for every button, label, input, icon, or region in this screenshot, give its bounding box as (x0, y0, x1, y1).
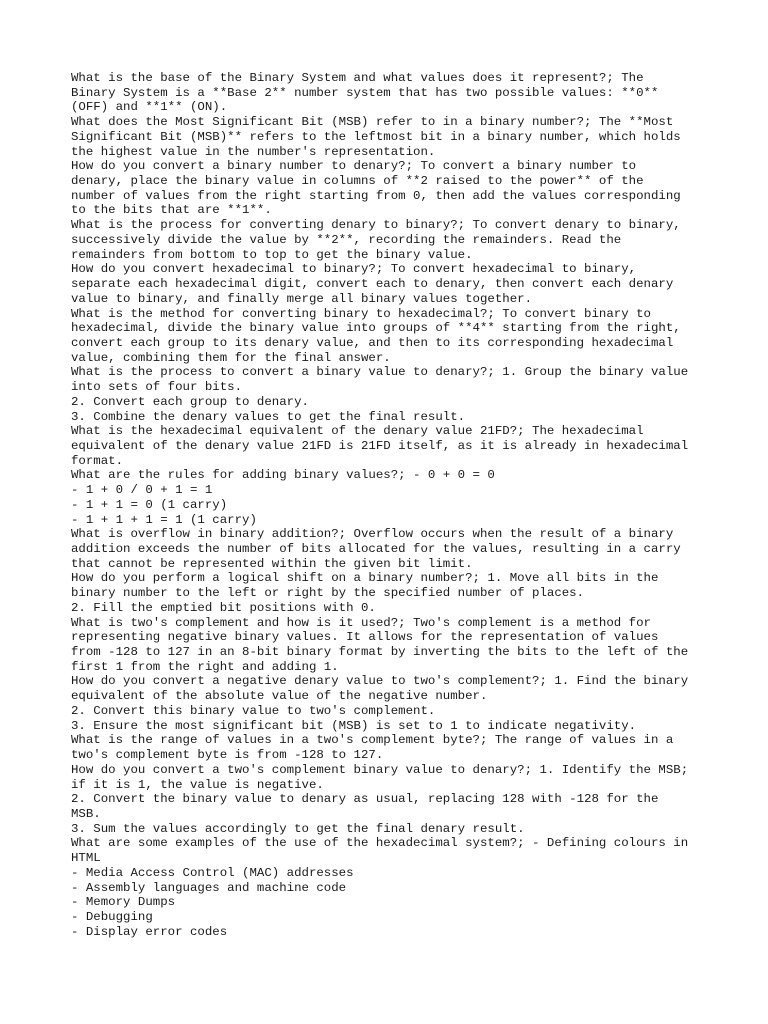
text-line: MSB. (71, 806, 101, 821)
text-line: value to binary, and finally merge all binary values together. (71, 291, 533, 306)
text-line: - Media Access Control (MAC) addresses (71, 865, 354, 880)
document-body (71, 71, 711, 939)
text-line: denary, place the binary value in columns of **2 raised to the power** of the (71, 174, 644, 189)
text-line: if it is 1, the value is negative. (71, 777, 324, 792)
text-line: from -128 to 127 in an 8-bit binary format by inverting the bits to the left of the (71, 645, 689, 660)
text-line: - Display error codes (71, 924, 228, 939)
text-line: How do you convert a two's complement binary value to denary?; 1. Identify the MSB; (71, 762, 689, 777)
text-line: Binary System is a **Base 2** number system that has two possible values: **0** (71, 85, 659, 100)
text-line: remainders from bottom to top to get the binary value. (71, 247, 473, 262)
text-line: What are the rules for adding binary values?; - 0 + 0 = 0 (71, 468, 495, 483)
text-line: What does the Most Significant Bit (MSB) refer to in a binary number?; The **Most (71, 115, 674, 130)
text-line: equivalent of the denary value 21FD is 21FD itself, as it is already in hexadecimal (71, 438, 689, 453)
text-line: representing negative binary values. It allows for the representation of values (71, 630, 659, 645)
text-line: - Debugging (71, 909, 153, 924)
text-line: What are some examples of the use of the hexadecimal system?; - Defining colours in (71, 836, 689, 851)
text-line: successively divide the value by **2**, recording the remainders. Read the (71, 232, 622, 247)
text-line: - 1 + 0 / 0 + 1 = 1 (71, 483, 213, 498)
text-line: What is overflow in binary addition?; Overflow occurs when the result of a binary (71, 527, 674, 542)
text-line: that cannot be represented within the given bit limit. (71, 556, 473, 571)
text-line: number of values from the right starting from 0, then add the values corresponding (71, 188, 681, 203)
text-line: 2. Convert the binary value to denary as usual, replacing 128 with -128 for the (71, 792, 659, 807)
text-line: 2. Fill the emptied bit positions with 0. (71, 600, 376, 615)
text-line: separate each hexadecimal digit, convert each to denary, then convert each denary (71, 277, 674, 292)
text-line: first 1 from the right and adding 1. (71, 659, 339, 674)
text-line: - Memory Dumps (71, 895, 176, 910)
text-line: - 1 + 1 + 1 = 1 (1 carry) (71, 512, 257, 527)
text-line: the highest value in the number's representation. (71, 144, 436, 159)
text-line: 3. Combine the denary values to get the final result. (71, 409, 466, 424)
text-line: HTML (71, 851, 101, 866)
text-line: value, combining them for the final answer. (71, 350, 391, 365)
text-line: What is the process for converting denary to binary?; To convert denary to binary, (71, 218, 681, 233)
text-line: into sets of four bits. (71, 380, 243, 395)
text-line: 2. Convert this binary value to two's complement. (71, 703, 436, 718)
text-line: What is the hexadecimal equivalent of the denary value 21FD?; The hexadecimal (71, 424, 644, 439)
text-line: two's complement byte is from -128 to 127. (71, 748, 384, 763)
text-line: What is the base of the Binary System and what values does it represent?; The (71, 71, 644, 85)
text-line: to the bits that are **1**. (71, 203, 272, 218)
text-line: equivalent of the absolute value of the negative number. (71, 689, 488, 704)
text-line: hexadecimal, divide the binary value into groups of **4** starting from the right, (71, 321, 681, 336)
text-line: How do you convert hexadecimal to binary?; To convert hexadecimal to binary, (71, 262, 637, 277)
text-line: What is the process to convert a binary value to denary?; 1. Group the binary value (71, 365, 689, 380)
text-line: Significant Bit (MSB)** refers to the leftmost bit in a binary number, which holds (71, 129, 681, 144)
text-line: What is the range of values in a two's complement byte?; The range of values in a (71, 733, 674, 748)
text-line: 2. Convert each group to denary. (71, 394, 309, 409)
text-line: - Assembly languages and machine code (71, 880, 347, 895)
text-line: 3. Ensure the most significant bit (MSB) is set to 1 to indicate negativity. (71, 718, 637, 733)
text-line: How do you perform a logical shift on a binary number?; 1. Move all bits in the (71, 571, 659, 586)
text-line: format. (71, 453, 124, 468)
text-line: convert each group to its denary value, and then to its corresponding hexadecimal (71, 335, 674, 350)
text-line: binary number to the left or right by the specified number of places. (71, 586, 585, 601)
text-line: What is two's complement and how is it used?; Two's complement is a method for (71, 615, 651, 630)
text-line: - 1 + 1 = 0 (1 carry) (71, 497, 228, 512)
text-line: How do you convert a negative denary value to two's complement?; 1. Find the binary (71, 674, 689, 689)
text-line: 3. Sum the values accordingly to get the final denary result. (71, 821, 525, 836)
text-line: addition exceeds the number of bits allocated for the values, resulting in a carry (71, 542, 681, 556)
text-line: (OFF) and **1** (ON). (71, 100, 228, 115)
text-line: What is the method for converting binary to hexadecimal?; To convert binary to (71, 306, 651, 321)
text-line: How do you convert a binary number to denary?; To convert a binary number to (71, 159, 637, 174)
